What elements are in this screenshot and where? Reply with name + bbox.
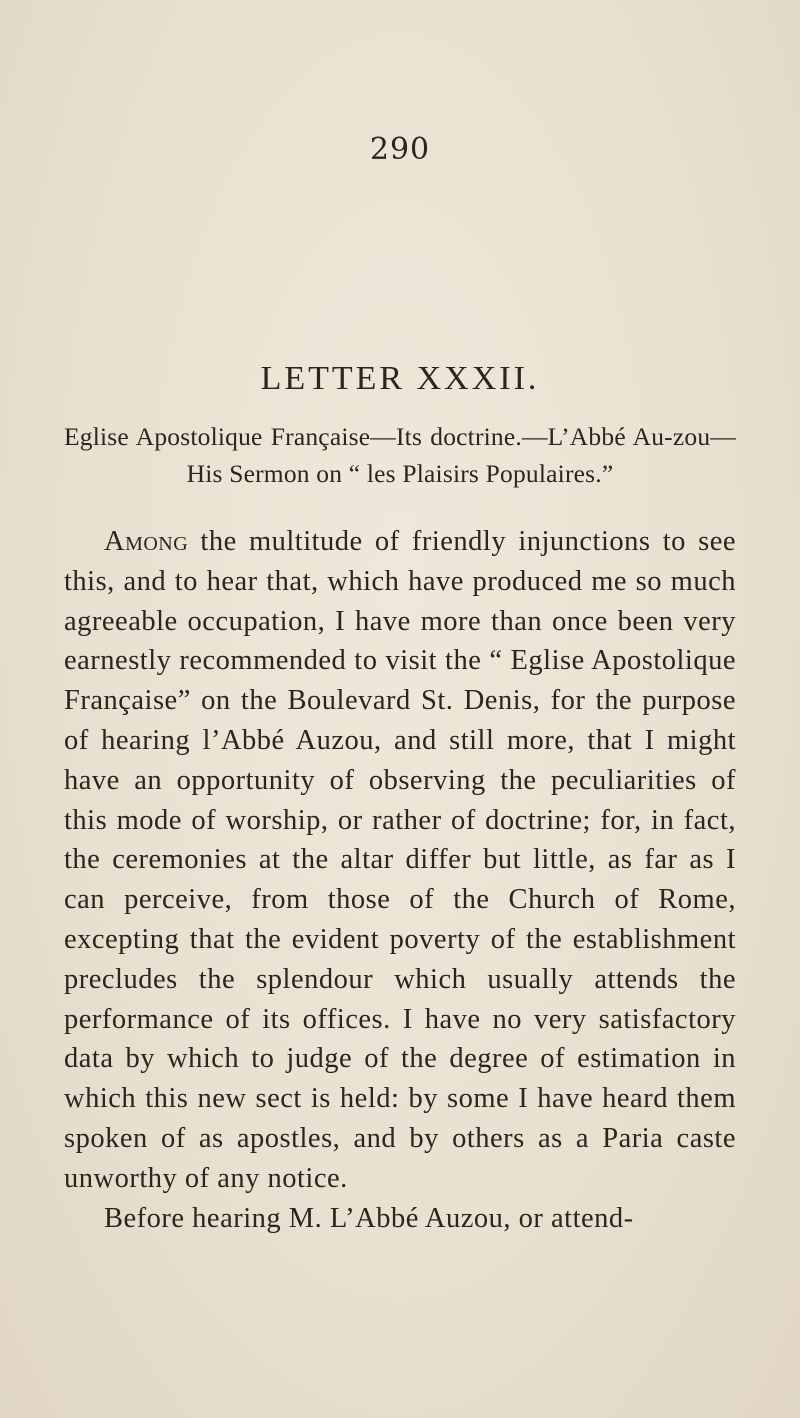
body-text — [64, 522, 736, 1238]
paragraph-2: Before hearing M. L’Abbé Auzou, or attend- — [104, 1202, 634, 1234]
paragraph-1-lead: Among — [104, 526, 189, 557]
paragraph-1 — [64, 522, 736, 1199]
chapter-title: LETTER XXXII. — [260, 360, 540, 397]
chapter-summary: Eglise Apostolique Française—Its doctrine.—L’Abbé Au-zou—His Sermon on “ les Plaisirs Populaires.” — [64, 422, 736, 488]
page-number: 290 — [369, 132, 431, 167]
paragraph-1-rest: the multitude of friendly injunctions to see this, and to hear that, which have produced me so much agreeable occupation, I have more than once been very earnestly recommended to visit the “ Eglise Apostolique Française” on the Boulevard St. Denis, for the purpose of hearing l’Abbé Auzou, and still more, that I might have an opportunity of observing the peculiarities of this mode of worship, or rather of doctrine; for, in fact, the ceremonies at the altar differ but little, as far as I can perceive, from those of the Church of Rome, excepting that the evident poverty of the establishment precludes the splendour which usually attends the performance of its offices. I have no very satisfactory data by which to judge of the degree of estimation in which this new sect is held: by some I have heard them spoken of as apostles, and by others as a Paria caste unworthy of any notice. — [64, 526, 736, 1194]
